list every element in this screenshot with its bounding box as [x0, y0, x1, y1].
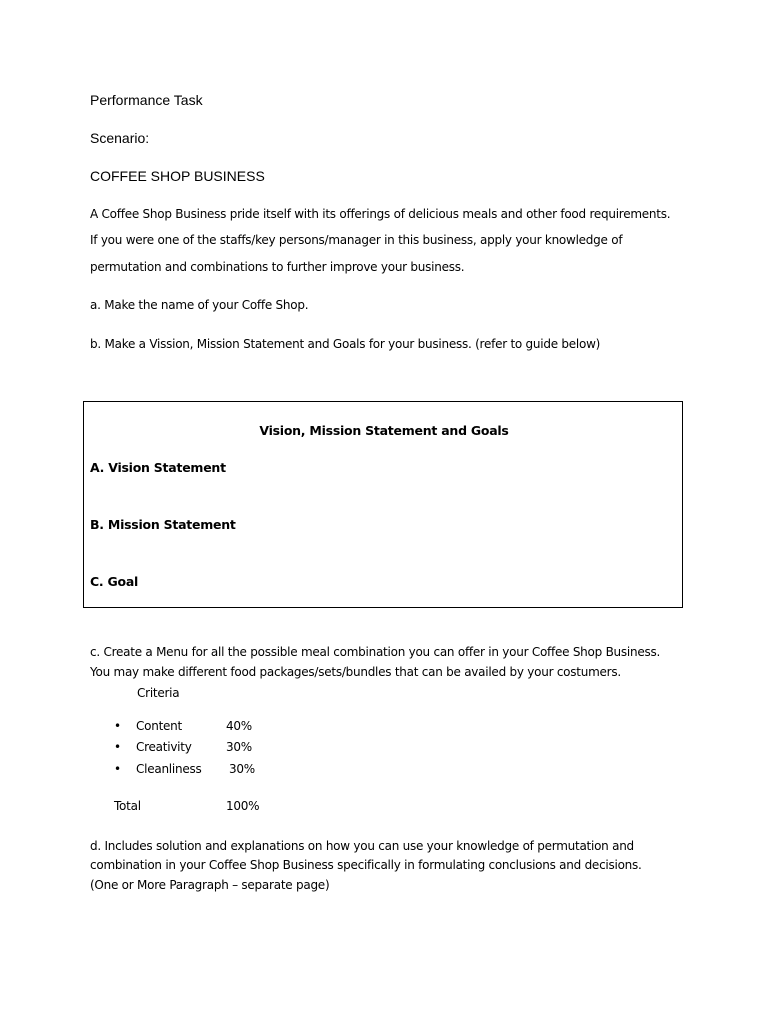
criteria-percent: 30%	[229, 762, 255, 776]
mission-statement-label: B. Mission Statement	[90, 517, 236, 532]
item-d-line-3: (One or More Paragraph – separate page)	[90, 878, 330, 892]
criteria-row-cleanliness	[0, 762, 768, 776]
goal-label: C. Goal	[90, 574, 139, 589]
item-d-line-2: combination in your Coffee Shop Business specifically in formulating conclusions and decisions.	[90, 858, 642, 872]
intro-line-2: If you were one of the staffs/key persons/manager in this business, apply your knowledge of	[90, 233, 623, 247]
criteria-row-creativity	[0, 740, 768, 754]
bullet-icon: •	[114, 762, 121, 776]
item-a: a. Make the name of your Coffe Shop.	[90, 298, 309, 312]
scenario-label: Scenario:	[90, 130, 150, 146]
intro-line-1: A Coffee Shop Business pride itself with its offerings of delicious meals and other food requirements.	[90, 207, 671, 221]
item-b: b. Make a Vission, Mission Statement and Goals for your business. (refer to guide below)	[90, 337, 601, 351]
bullet-icon: •	[114, 740, 121, 754]
vision-statement-label: A. Vision Statement	[90, 460, 226, 475]
intro-line-3: permutation and combinations to further improve your business.	[90, 260, 465, 274]
criteria-name: Creativity	[136, 740, 192, 754]
criteria-row-content	[0, 719, 768, 733]
bullet-icon: •	[114, 719, 121, 733]
criteria-percent: 30%	[226, 740, 252, 754]
criteria-name: Content	[136, 719, 182, 733]
criteria-total-value: 100%	[226, 799, 260, 813]
criteria-percent: 40%	[226, 719, 252, 733]
item-c-line-2: You may make different food packages/sets/bundles that can be availed by your costumers.	[90, 665, 621, 679]
criteria-heading: Criteria	[137, 686, 180, 700]
task-title: Performance Task	[90, 92, 203, 108]
business-title: COFFEE SHOP BUSINESS	[90, 168, 265, 184]
guide-box-title: Vision, Mission Statement and Goals	[259, 423, 509, 438]
vision-mission-guide-box	[83, 401, 683, 608]
item-d-line-1: d. Includes solution and explanations on how you can use your knowledge of permutation and	[90, 839, 634, 853]
criteria-name: Cleanliness	[136, 762, 202, 776]
criteria-total-label: Total	[114, 799, 141, 813]
item-c-line-1: c. Create a Menu for all the possible meal combination you can offer in your Coffee Shop Business.	[90, 645, 661, 659]
